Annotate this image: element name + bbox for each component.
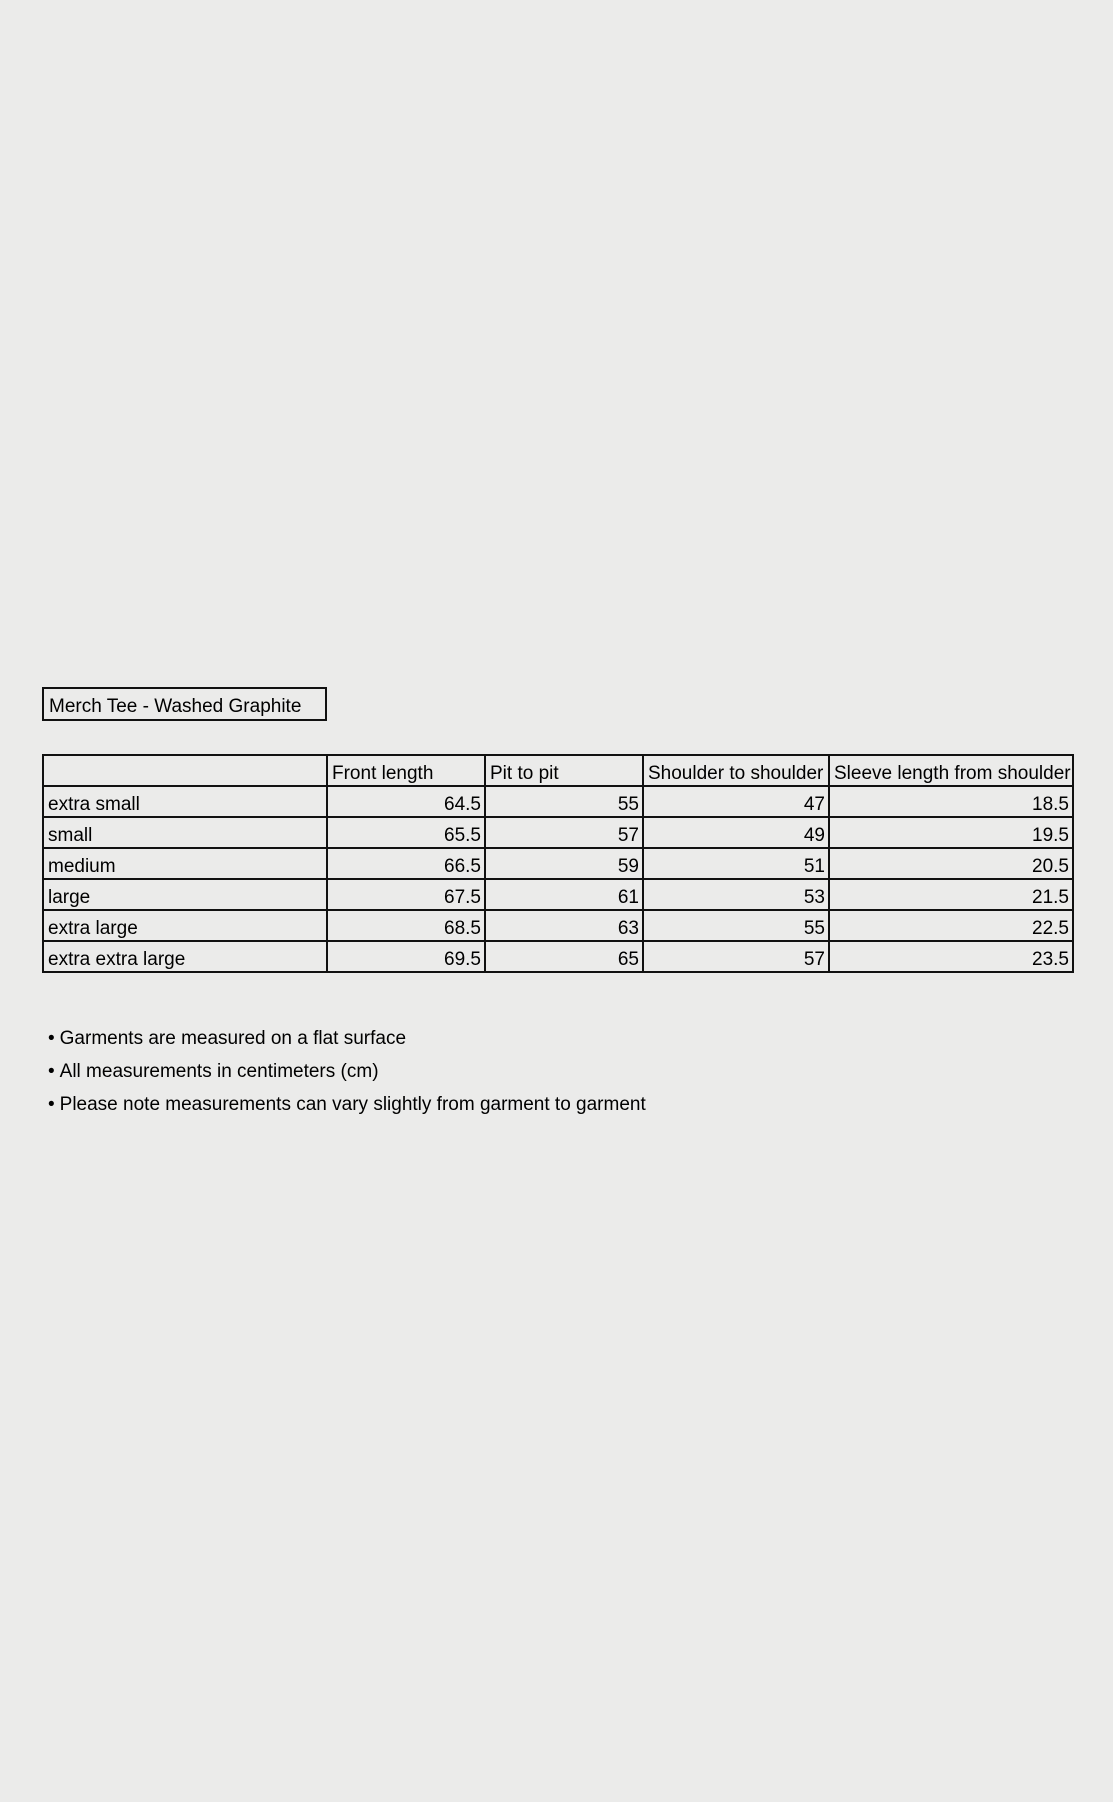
table-header-row	[43, 755, 1073, 786]
sleeve-length-value: 21.5	[829, 879, 1073, 910]
table-row	[43, 848, 1073, 879]
header-cell-pit-to-pit: Pit to pit	[485, 755, 643, 786]
header-cell-sleeve-length: Sleeve length from shoulder	[829, 755, 1073, 786]
size-label: medium	[43, 848, 327, 879]
shoulder-to-shoulder-value: 47	[643, 786, 829, 817]
sleeve-length-value: 20.5	[829, 848, 1073, 879]
note-item	[48, 1025, 646, 1058]
table-row	[43, 910, 1073, 941]
shoulder-to-shoulder-value: 53	[643, 879, 829, 910]
measurement-notes	[48, 1025, 646, 1124]
pit-to-pit-value: 63	[485, 910, 643, 941]
shoulder-to-shoulder-value: 49	[643, 817, 829, 848]
pit-to-pit-value: 59	[485, 848, 643, 879]
note-item	[48, 1058, 646, 1091]
front-length-value: 69.5	[327, 941, 485, 972]
sleeve-length-value: 18.5	[829, 786, 1073, 817]
front-length-value: 65.5	[327, 817, 485, 848]
sleeve-length-value: 19.5	[829, 817, 1073, 848]
table-row	[43, 879, 1073, 910]
size-chart-table	[42, 754, 1074, 973]
pit-to-pit-value: 65	[485, 941, 643, 972]
product-title: Merch Tee - Washed Graphite	[42, 687, 327, 721]
size-label: extra large	[43, 910, 327, 941]
table-row	[43, 786, 1073, 817]
bullet-icon: •	[48, 1094, 55, 1115]
size-label: extra extra large	[43, 941, 327, 972]
sleeve-length-value: 23.5	[829, 941, 1073, 972]
header-cell-front-length: Front length	[327, 755, 485, 786]
size-label: large	[43, 879, 327, 910]
sleeve-length-value: 22.5	[829, 910, 1073, 941]
shoulder-to-shoulder-value: 55	[643, 910, 829, 941]
shoulder-to-shoulder-value: 57	[643, 941, 829, 972]
front-length-value: 66.5	[327, 848, 485, 879]
front-length-value: 68.5	[327, 910, 485, 941]
table-row	[43, 817, 1073, 848]
header-cell-shoulder-to-shoulder: Shoulder to shoulder	[643, 755, 829, 786]
bullet-icon: •	[48, 1028, 55, 1049]
size-label: extra small	[43, 786, 327, 817]
table-row	[43, 941, 1073, 972]
shoulder-to-shoulder-value: 51	[643, 848, 829, 879]
note-item	[48, 1091, 646, 1124]
note-text: Garments are measured on a flat surface	[59, 1028, 407, 1049]
size-label: small	[43, 817, 327, 848]
pit-to-pit-value: 57	[485, 817, 643, 848]
bullet-icon: •	[48, 1061, 55, 1082]
pit-to-pit-value: 55	[485, 786, 643, 817]
note-text: Please note measurements can vary slightly from garment to garment	[59, 1094, 646, 1115]
pit-to-pit-value: 61	[485, 879, 643, 910]
note-text: All measurements in centimeters (cm)	[59, 1061, 379, 1082]
front-length-value: 64.5	[327, 786, 485, 817]
front-length-value: 67.5	[327, 879, 485, 910]
header-cell-size	[43, 755, 327, 786]
